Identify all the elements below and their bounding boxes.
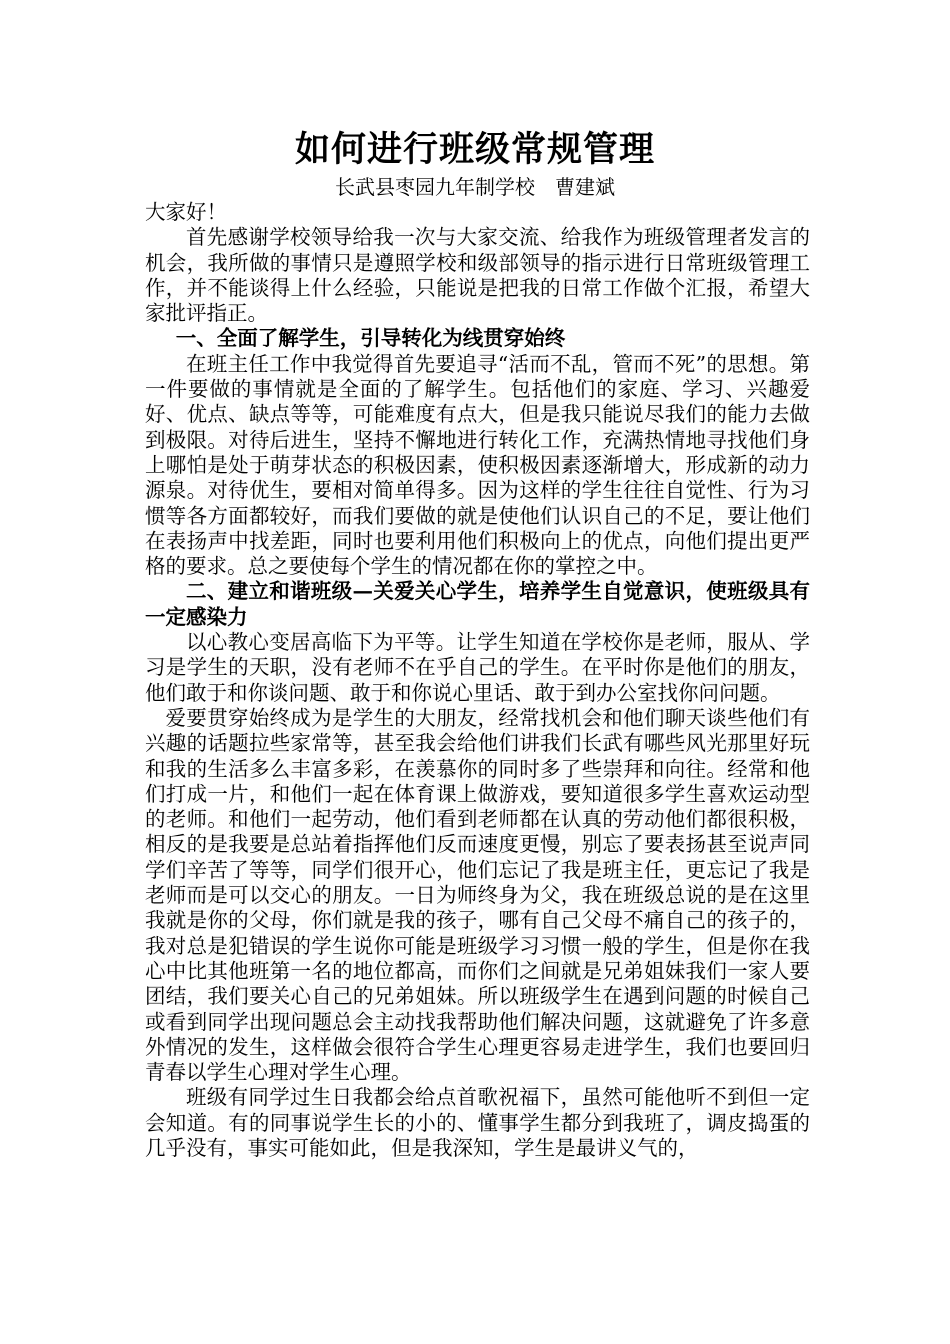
section-1-heading: 一、全面了解学生，引导转化为线贯穿始终	[175, 326, 566, 351]
section-2-heading: 二、建立和谐班级—关爱关心学生，培养学生自觉意识，使班级具有一定感染力	[145, 579, 810, 629]
document-title: 如何进行班级常规管理	[294, 129, 655, 170]
section-2-paragraph-1: 以心教心变居高临下为平等。让学生知道在学校你是老师，服从、学习是学生的天职，没有老师不在乎自己的学生。在平时你是他们的朋友，他们敢于和你谈问题、敢于和你说心里话、敢于到办公室找你问问题。	[145, 630, 810, 705]
section-1-paragraph: 在班主任工作中我觉得首先要追寻“活而不乱，管而不死”的思想。第一件要做的事情就是全面的了解学生。包括他们的家庭、学习、兴趣爱好、优点、缺点等等，可能难度有点大，但是我只能说尽我们的能力去做到极限。对待后进生，坚持不懈地进行转化工作，充满热情地寻找他们身上哪怕是处于萌芽状态的积极因素，使积极因素逐渐增大，形成新的动力源泉。对待优生，要相对简单得多。因为这样的学生往往自觉性、行为习惯等各方面都较好，而我们要做的就是使他们认识自己的不足，要让他们在表扬声中找差距，同时也要利用他们积极向上的优点，向他们提出更严格的要求。总之要使每个学生的情况都在你的掌控之中。	[145, 351, 810, 579]
section-2-paragraph-3: 班级有同学过生日我都会给点首歌祝福下，虽然可能他听不到但一定会知道。有的同事说学生长的小的、懂事学生都分到我班了，调皮捣蛋的几乎没有，事实可能如此，但是我深知，学生是最讲义气的，	[145, 1085, 810, 1160]
greeting: 大家好！	[145, 200, 227, 224]
document-body	[145, 200, 810, 1161]
section-2-paragraph-2: 爱要贯穿始终成为是学生的大朋友，经常找机会和他们聊天谈些他们有兴趣的话题拉些家常等，甚至我会给他们讲我们长武有哪些风光那里好玩和我的生活多么丰富多彩，在羡慕你的同时多了些崇拜和向往。经常和他们打成一片，和他们一起在体育课上做游戏，要知道很多学生喜欢运动型的老师。和他们一起劳动，他们看到老师都在认真的劳动他们都很积极，相反的是我要是总站着指挥他们反而速度更慢，别忘了要表扬甚至说声同学们辛苦了等等，同学们很开心，他们忘记了我是班主任，更忘记了我是老师而是可以交心的朋友。一日为师终身为父，我在班级总说的是在这里我就是你的父母，你们就是我的孩子，哪有自己父母不痛自己的孩子的，我对总是犯错误的学生说你可能是班级学习习惯一般的学生，但是你在我心中比其他班第一名的地位都高，而你们之间就是兄弟姐妹我们一家人要团结，我们要关心自己的兄弟姐妹。所以班级学生在遇到问题的时候自己或看到同学出现问题总会主动找我帮助他们解决问题，这就避免了许多意外情况的发生，这样做会很符合学生心理更容易走进学生，我们也要回归青春以学生心理对学生心理。	[145, 705, 810, 1085]
intro-paragraph: 首先感谢学校领导给我一次与大家交流、给我作为班级管理者发言的机会，我所做的事情只是遵照学校和级部领导的指示进行日常班级管理工作，并不能谈得上什么经验，只能说是把我的日常工作做个汇报，希望大家批评指正。	[145, 225, 810, 326]
author-line: 长武县枣园九年制学校 曹建斌	[335, 175, 615, 199]
